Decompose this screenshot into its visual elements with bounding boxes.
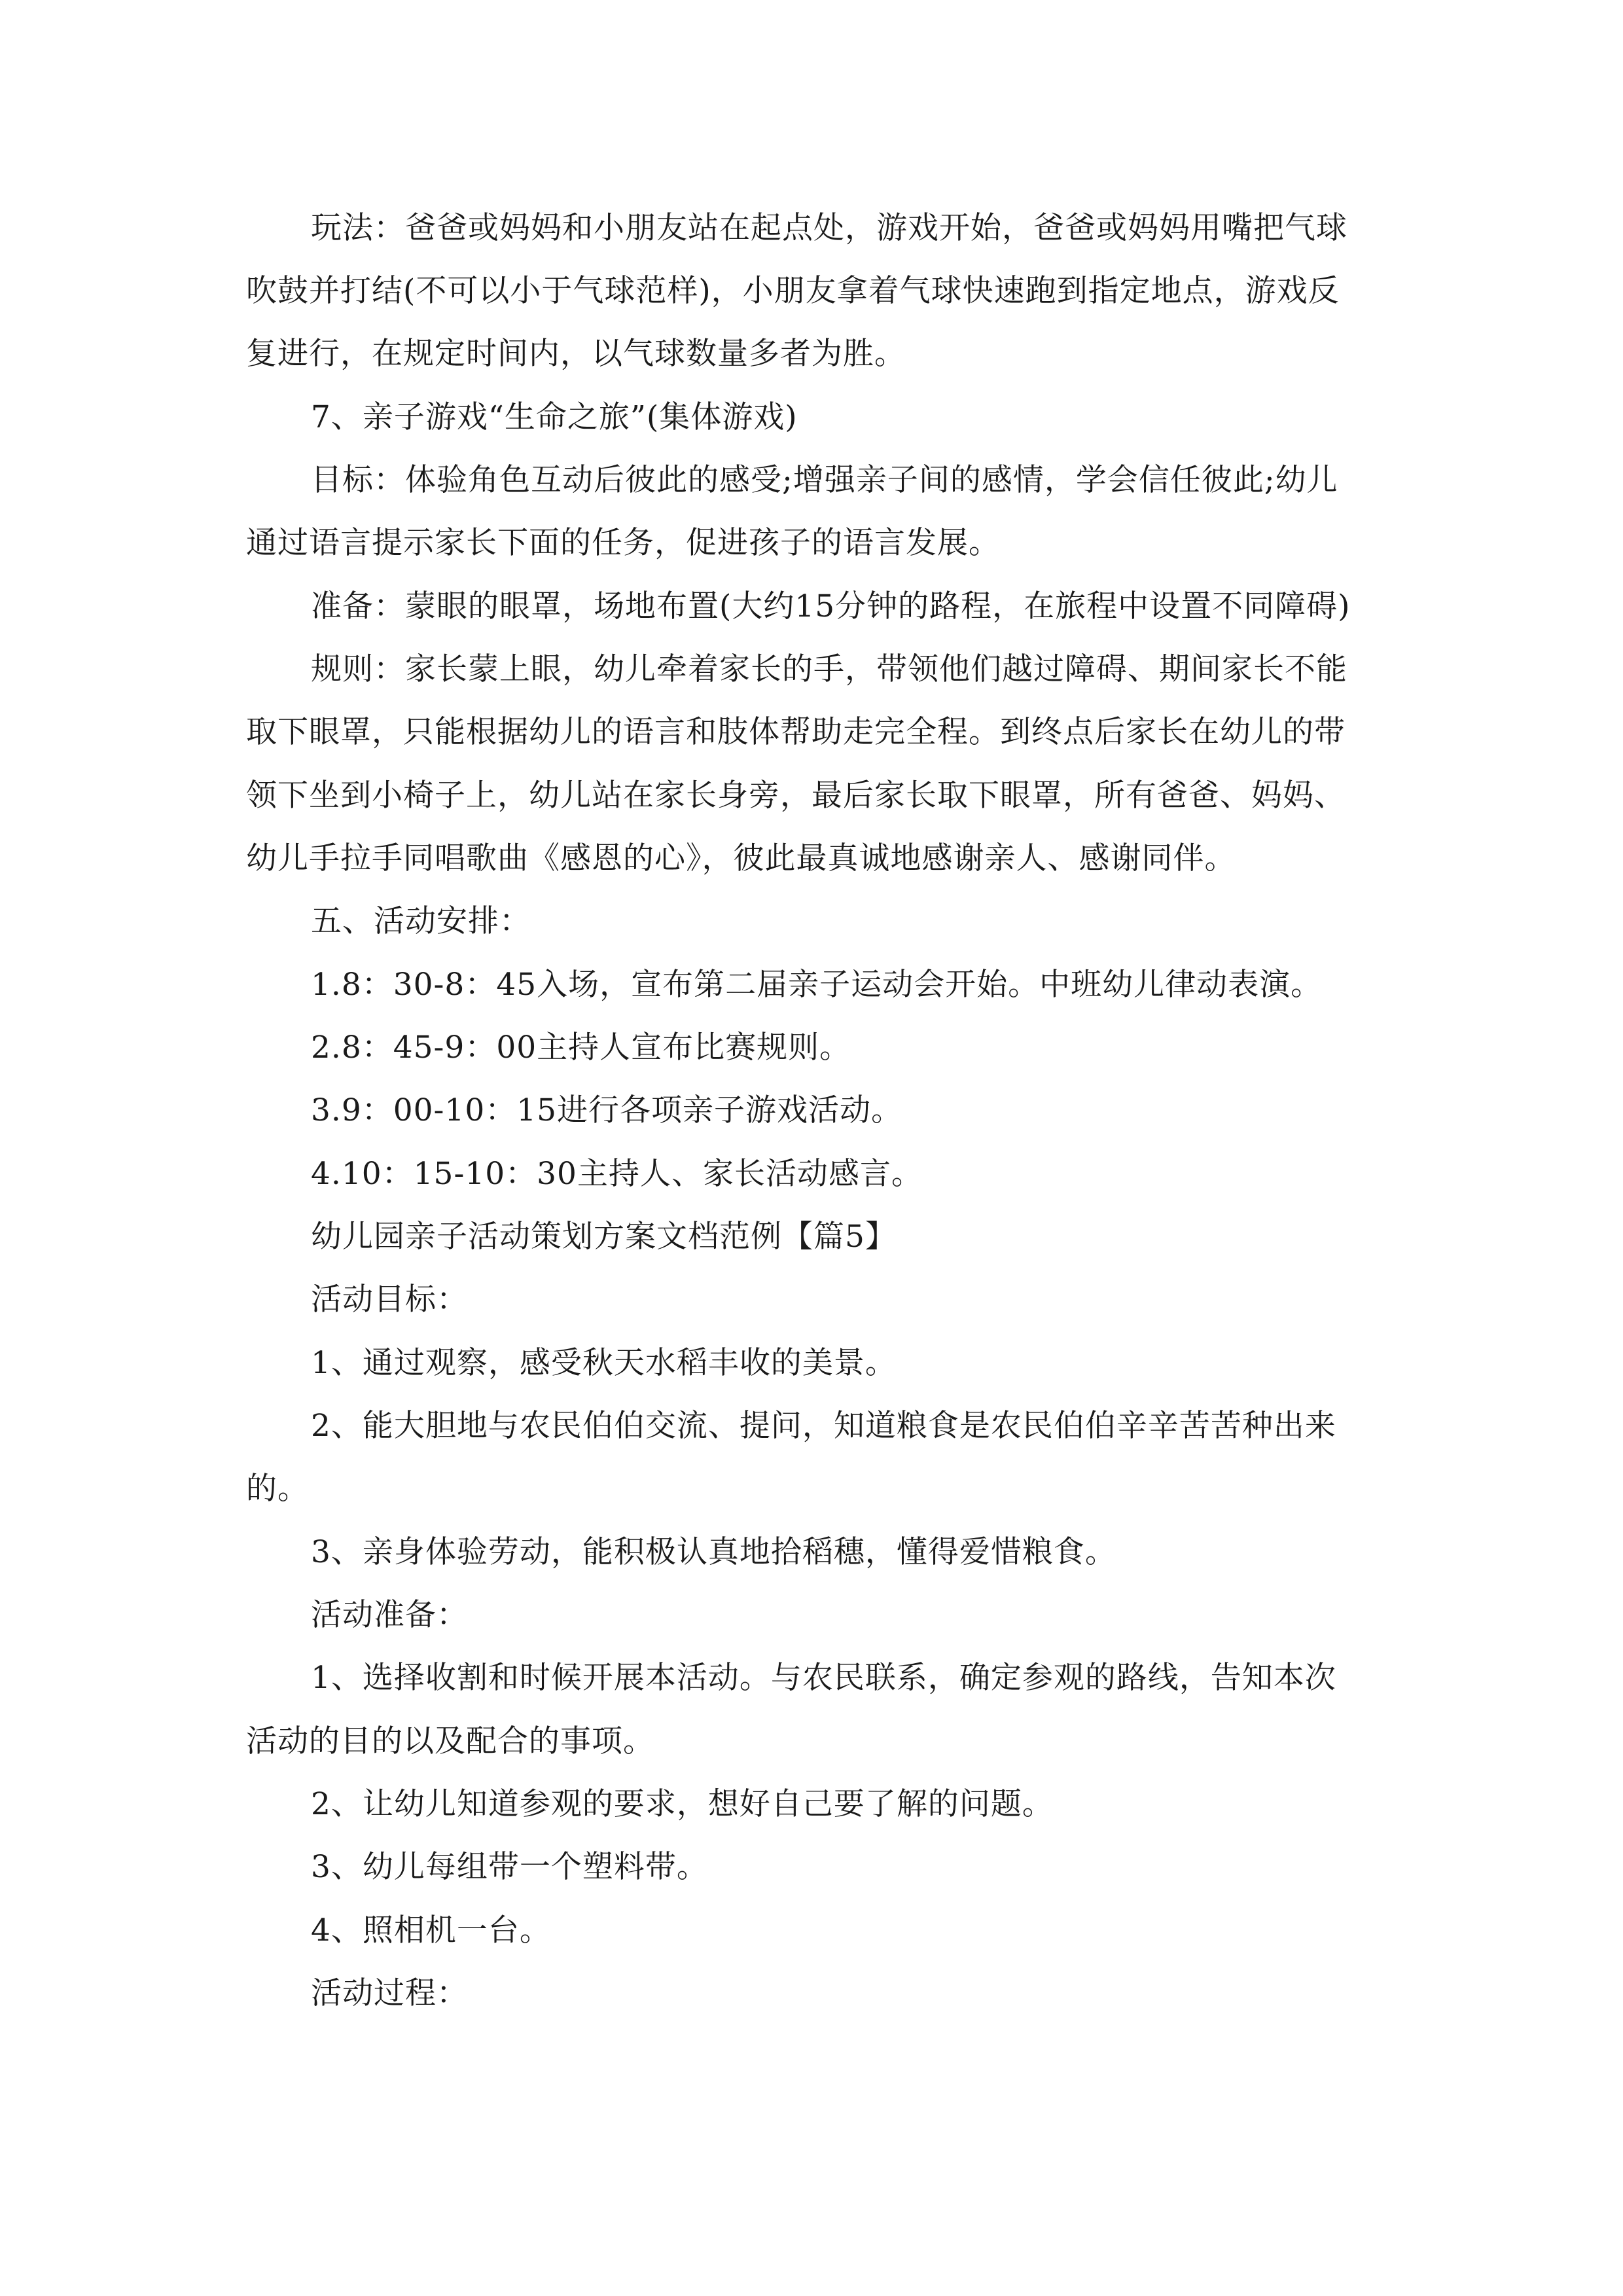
section-title: 幼儿园亲子活动策划方案文档范例【篇5】: [311, 1219, 897, 1255]
text-line: 取下眼罩，只能根据幼儿的语言和肢体帮助走完全程。到终点后家长在幼儿的带: [246, 714, 1346, 750]
text-line: 通过语言提示家长下面的任务，促进孩子的语言发展。: [246, 525, 1000, 561]
text-line: 规则：家长蒙上眼，幼儿牵着家长的手，带领他们越过障碍、期间家长不能: [311, 651, 1347, 687]
text-line: 的。: [246, 1471, 309, 1507]
text-line: 幼儿手拉手同唱歌曲《感恩的心》，彼此最真诚地感谢亲人、感谢同伴。: [246, 840, 1236, 876]
section-heading: 活动目标：: [311, 1282, 468, 1318]
text-line: 2、让幼儿知道参观的要求，想好自己要了解的问题。: [311, 1786, 1054, 1822]
text-line: 7、亲子游戏“生命之旅”(集体游戏): [311, 399, 798, 435]
text-line: 2.8：45-9：00主持人宣布比赛规则。: [311, 1030, 851, 1066]
text-line: 领下坐到小椅子上，幼儿站在家长身旁，最后家长取下眼罩，所有爸爸、妈妈、: [246, 778, 1346, 814]
text-line: 目标：体验角色互动后彼此的感受;增强亲子间的感情，学会信任彼此;幼儿: [311, 462, 1338, 498]
text-line: 活动的目的以及配合的事项。: [246, 1723, 654, 1759]
text-line: 3.9：00-10：15进行各项亲子游戏活动。: [311, 1092, 903, 1128]
text-line: 3、亲身体验劳动，能积极认真地拾稻穗，懂得爱惜粮食。: [311, 1534, 1116, 1570]
text-line: 4、照相机一台。: [311, 1912, 551, 1948]
text-line: 玩法：爸爸或妈妈和小朋友站在起点处，游戏开始，爸爸或妈妈用嘴把气球: [311, 210, 1347, 246]
text-line: 准备：蒙眼的眼罩，场地布置(大约15分钟的路程，在旅程中设置不同障碍): [311, 588, 1351, 624]
text-line: 1.8：30-8：45入场，宣布第二届亲子运动会开始。中班幼儿律动表演。: [311, 967, 1323, 1003]
text-line: 4.10：15-10：30主持人、家长活动感言。: [311, 1156, 923, 1192]
text-line: 复进行，在规定时间内，以气球数量多者为胜。: [246, 336, 906, 372]
section-heading: 活动准备：: [311, 1597, 468, 1633]
text-line: 吹鼓并打结(不可以小于气球范样)，小朋友拿着气球快速跑到指定地点，游戏反: [246, 273, 1340, 309]
text-line: 2、能大胆地与农民伯伯交流、提问，知道粮食是农民伯伯辛辛苦苦种出来: [311, 1408, 1336, 1444]
text-line: 3、幼儿每组带一个塑料带。: [311, 1849, 708, 1885]
text-line: 1、选择收割和时候开展本活动。与农民联系，确定参观的路线，告知本次: [311, 1660, 1336, 1696]
text-line: 1、通过观察，感受秋天水稻丰收的美景。: [311, 1345, 897, 1381]
section-heading: 活动过程：: [311, 1975, 468, 2011]
section-heading: 五、活动安排：: [311, 903, 531, 939]
